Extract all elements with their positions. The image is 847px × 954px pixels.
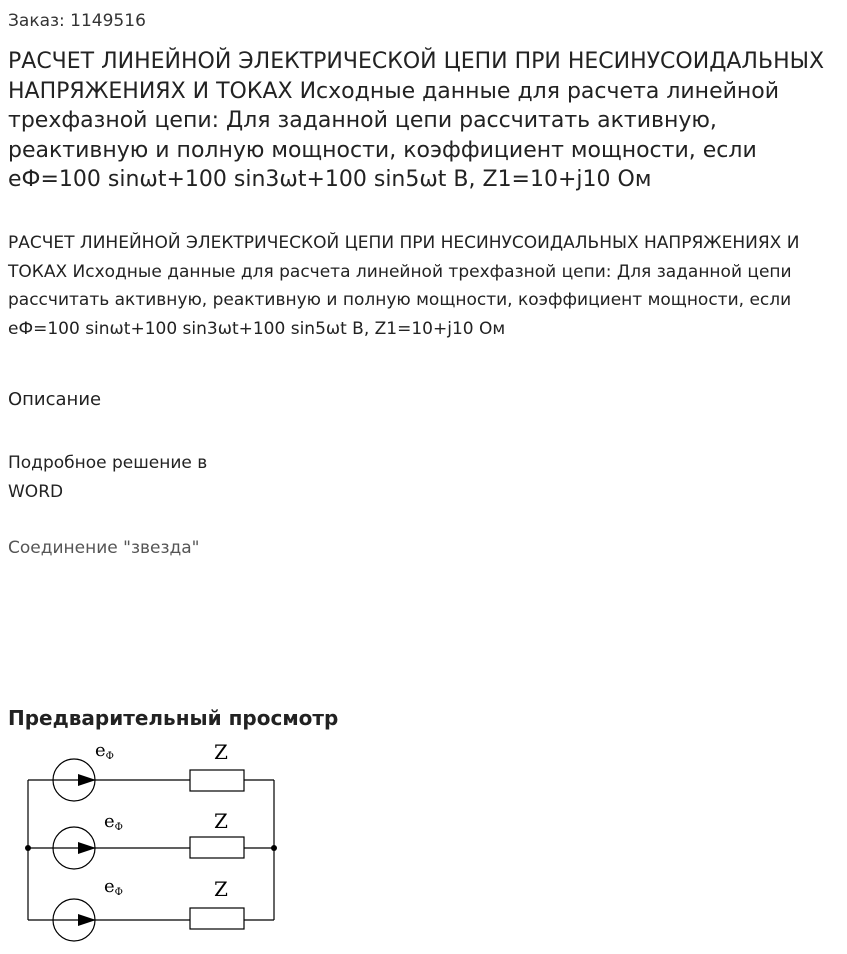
phase-1-impedance <box>190 770 244 791</box>
phase-3-source-label: eФ <box>104 876 123 898</box>
phase-1-arrow-icon <box>78 774 96 786</box>
phase-1-source-label: eФ <box>95 740 114 762</box>
phase-2-impedance-label: Z <box>214 809 228 833</box>
description-heading: Описание <box>8 389 102 410</box>
circuit-preview <box>0 732 300 954</box>
phase-2-source-label: eФ <box>104 811 123 833</box>
phase-3-impedance <box>190 908 244 929</box>
phase-3-impedance-label: Z <box>214 877 228 901</box>
left-node-dot <box>25 845 31 851</box>
phase-2-arrow-icon <box>78 842 96 854</box>
order-number: Заказ: 1149516 <box>8 11 146 31</box>
phase-2-impedance <box>190 837 244 858</box>
preview-heading: Предварительный просмотр <box>8 706 339 730</box>
page-title: РАСЧЕТ ЛИНЕЙНОЙ ЭЛЕКТРИЧЕСКОЙ ЦЕПИ ПРИ НЕСИНУСОИДАЛЬНЫХ НАПРЯЖЕНИЯХ И ТОКАХ Исходные данные для расчета линейной трехфазной цепи: Для заданной цепи рассчитать активную, реактивную и полную мощности, коэффициент мощности, если eФ=100 sinωt+100 sin3ωt+100 sin5ωt В, Z1=10+j10 Ом <box>8 49 825 192</box>
right-node-dot <box>271 845 277 851</box>
task-summary: РАСЧЕТ ЛИНЕЙНОЙ ЭЛЕКТРИЧЕСКОЙ ЦЕПИ ПРИ НЕСИНУСОИДАЛЬНЫХ НАПРЯЖЕНИЯХ И ТОКАХ Исходные данные для расчета линейной трехфазной цепи: Для заданной цепи рассчитать активную, реактивную и полную мощности, коэффициент мощности, если eФ=100 sinωt+100 sin3ωt+100 sin5ωt В, Z1=10+j10 Ом <box>8 233 800 339</box>
connection-note: Соединение "звезда" <box>8 538 200 558</box>
phase-3-arrow-icon <box>78 914 96 926</box>
phase-1-impedance-label: Z <box>214 740 228 764</box>
description-body: Подробное решение в WORD <box>8 453 208 502</box>
